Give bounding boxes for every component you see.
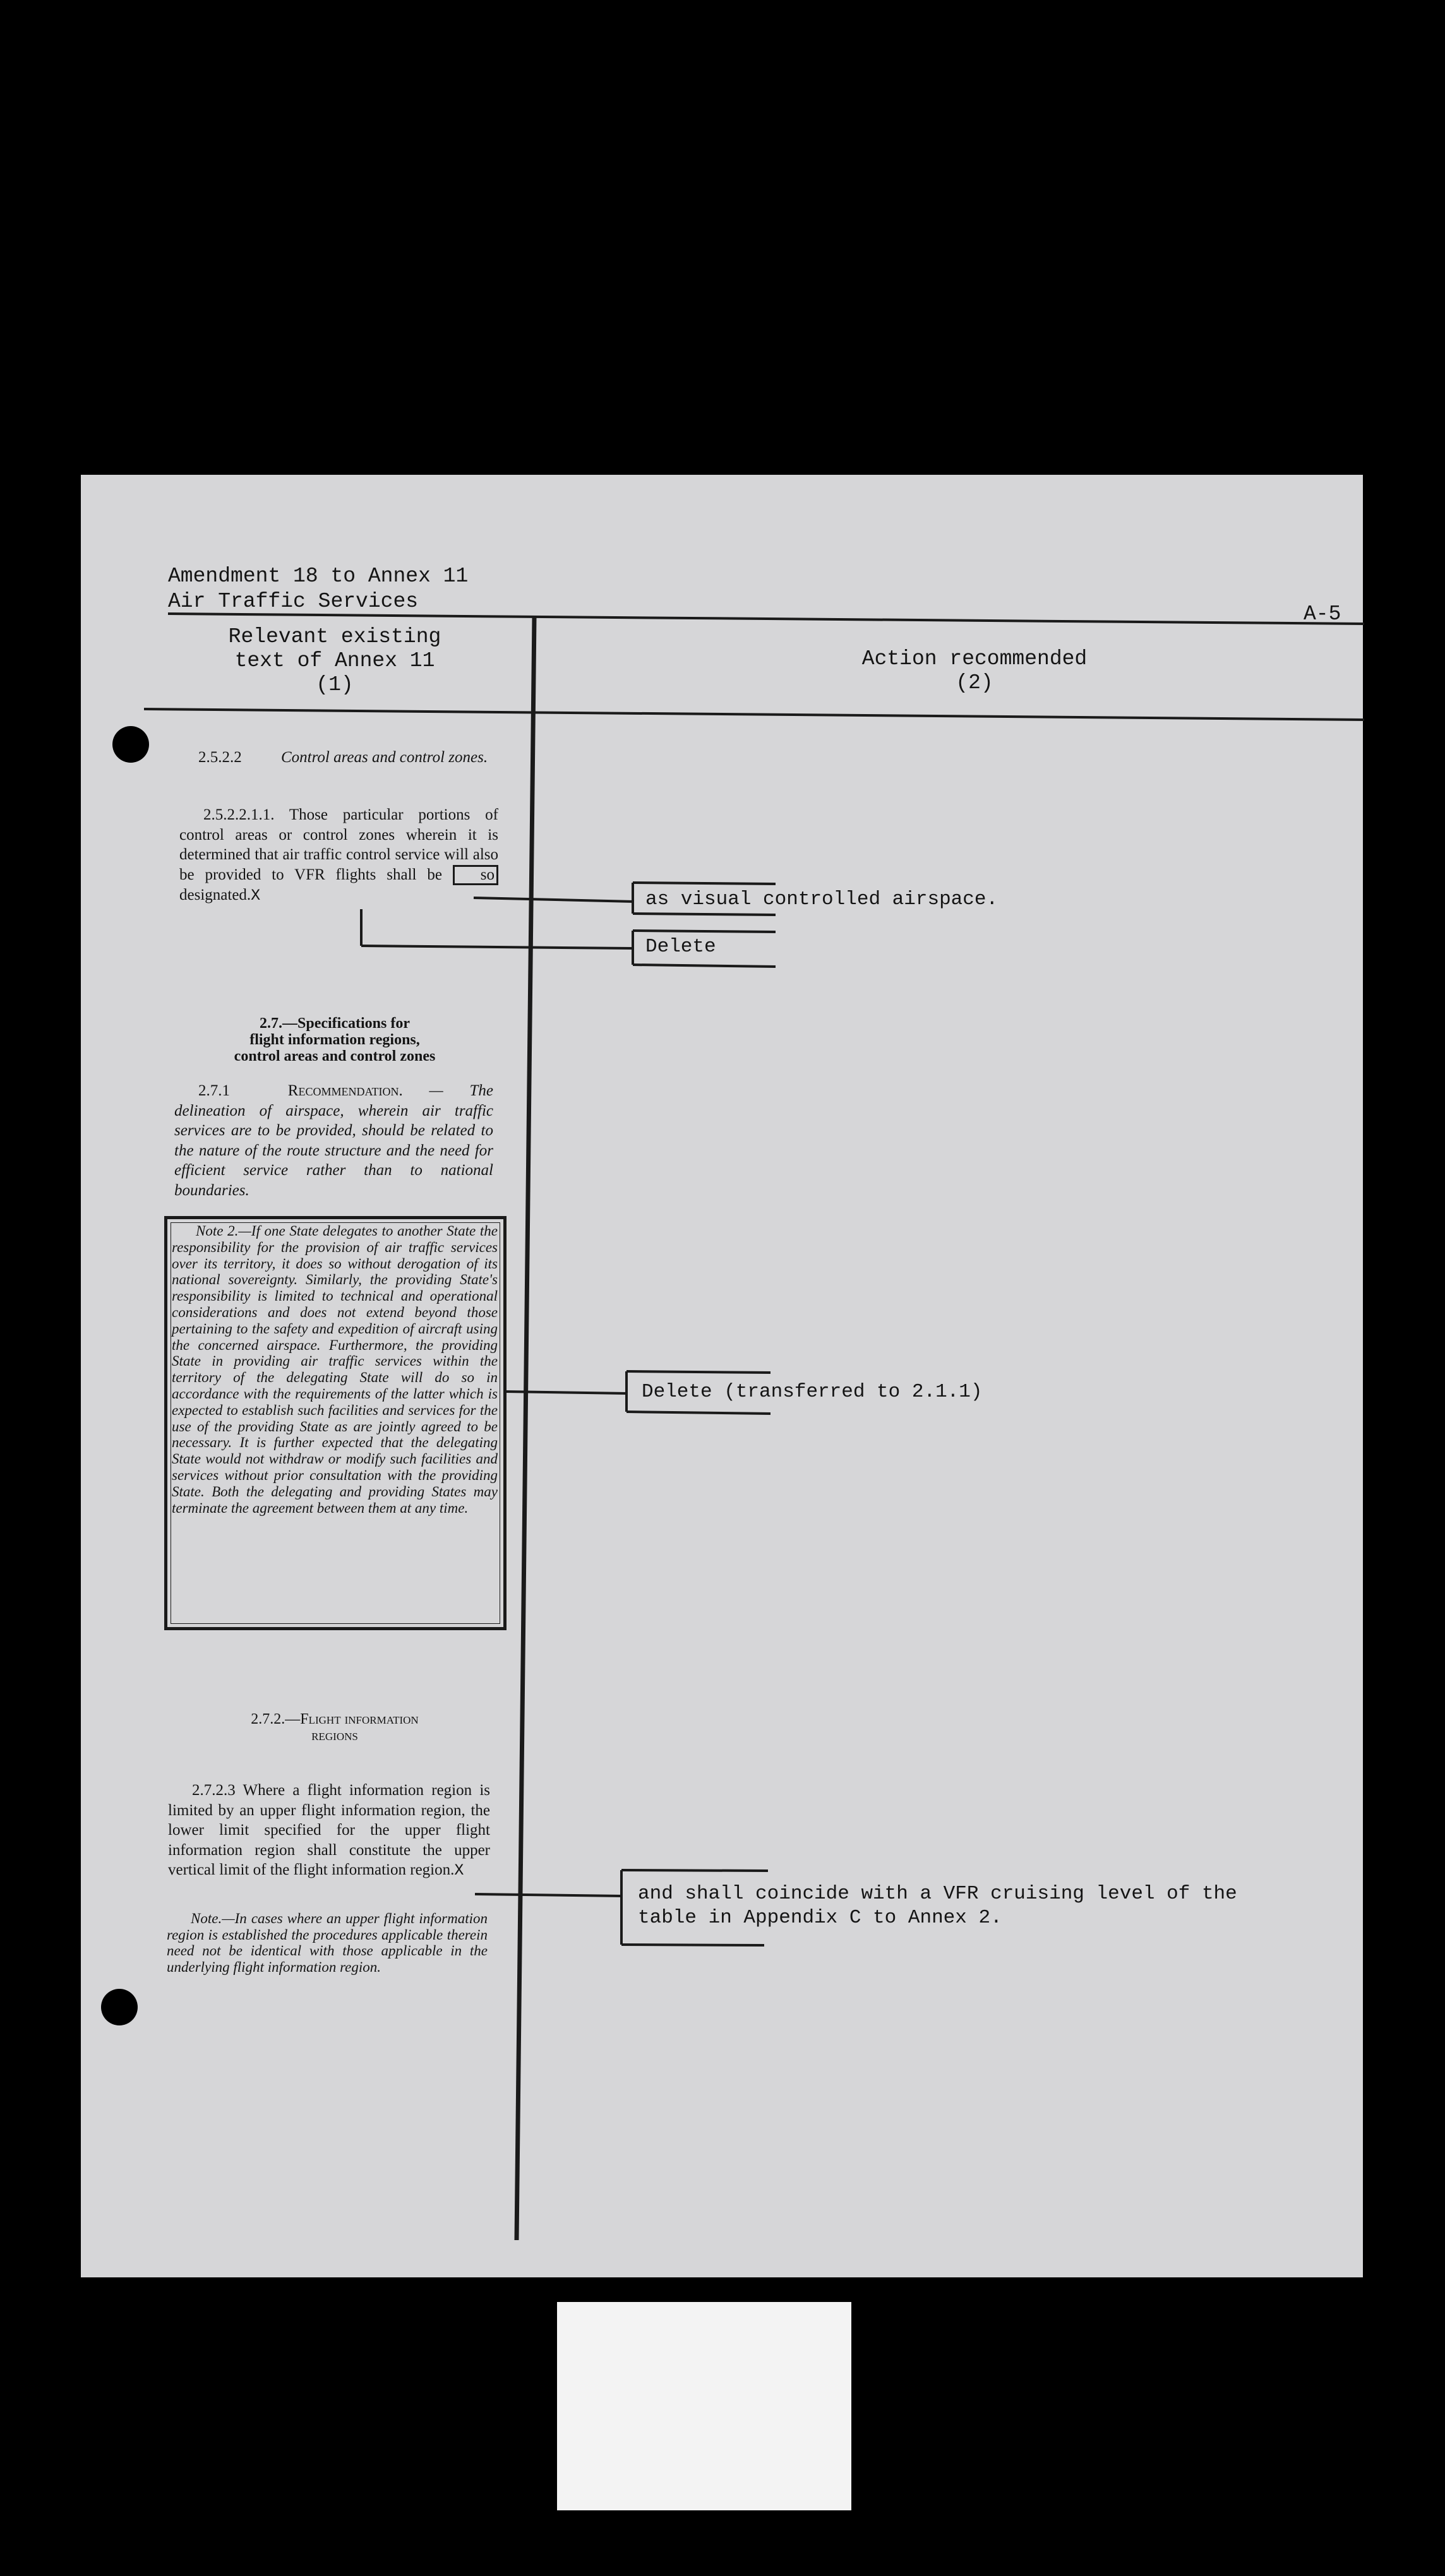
connector-4 — [475, 1894, 623, 1896]
section-2-7-2-3-text — [168, 1780, 490, 1881]
note-2-text: Note 2.—If one State delegates to another State the responsibility for the provision of air traffic services over its territory, it does so without derogation of its national sovereignty. Similarly, the providing State's responsibility is limited to technical and operational considerations and does not extend beyond those pertaining to the safety and expedition of aircraft using the concerned airspace. Furthermore, the providing State in providing air traffic services within the territory of the delegating State will do so in accordance with the requirements of the latter which is expected to establish such facilities and services for the use of the providing State as are jointly agreed to be necessary. It is further expected that the delegating State would not withdraw or modify such facilities and services without prior consultation with the providing State. Both the delegating and providing States may terminate the agreement between them at any time. — [172, 1223, 498, 1516]
section-2-7-heading — [189, 1015, 480, 1064]
section-2-5-2-2-1-1-text — [179, 805, 498, 905]
amendment-mark-x-2: X — [454, 1861, 464, 1880]
action-4 — [638, 1882, 1237, 1930]
bracket-1-bottom — [633, 914, 776, 915]
bracket-3-top — [627, 1371, 770, 1373]
section-2-7-2-heading — [189, 1711, 480, 1744]
section-2-7-heading-line1: 2.7.—Specifications for — [260, 1015, 410, 1032]
note-upper-fir-text: Note.—In cases where an upper flight information region is established the procedures applicable therein need not be identical with those applicable in the underlying flight information region. — [167, 1911, 488, 1975]
connector-2 — [361, 946, 633, 948]
section-2-7-2-heading-line1: 2.7.2.—Flight information — [251, 1711, 419, 1727]
header-title-line2: Air Traffic Services — [168, 590, 419, 613]
amendment-mark-x-1: X — [251, 886, 261, 905]
left-column-header-line2: text of Annex 11 — [234, 649, 435, 672]
section-2-5-2-2-title: Control areas and control zones. — [281, 749, 488, 766]
right-column-header-line1: Action recommended — [861, 647, 1088, 671]
header-rule — [168, 614, 1364, 624]
header-title-line1: Amendment 18 to Annex 11 — [168, 564, 469, 588]
column-header-rule — [144, 709, 1364, 720]
right-column-header-number: (2) — [956, 671, 993, 695]
left-column-header-number: (1) — [316, 673, 354, 696]
action-4-line1: and shall coincide with a VFR cruising level of the — [638, 1883, 1237, 1905]
connector-3 — [505, 1392, 628, 1393]
action-1: as visual controlled airspace. — [645, 888, 998, 910]
right-column-header — [785, 647, 1164, 695]
section-2-7-2-3-body: 2.7.2.3 Where a flight information region is limited by an upper flight information region, the lower limit specified for the upper flight information region shall constitute the upper vertical limit of the flight information region. — [168, 1782, 490, 1878]
action-3: Delete (transferred to 2.1.1) — [642, 1381, 983, 1403]
bracket-2-top — [633, 931, 776, 932]
section-2-5-2-2-1-1-body: 2.5.2.2.1.1. Those particular portions of control areas or control zones wherein it is determined that air traffic control service will also be provided to VFR flights shall be — [179, 806, 498, 883]
section-2-7-1-body: — The delineation of airspace, wherein air traffic services are to be provided, should be related to the nature of the route structure and the need for efficient service rather than to national boundaries. — [174, 1082, 493, 1199]
left-column-header — [189, 625, 480, 697]
section-2-5-2-2-number: 2.5.2.2 — [198, 749, 242, 766]
column-divider — [517, 617, 534, 2240]
section-2-7-1-text — [174, 1081, 493, 1200]
left-column-header-line1: Relevant existing — [228, 625, 441, 648]
bracket-4-top — [621, 1870, 768, 1871]
page-number: A-5 — [1304, 602, 1341, 626]
bracket-3-bottom — [627, 1412, 770, 1414]
section-2-7-1-number: 2.7.1 — [198, 1082, 230, 1099]
section-2-7-2-heading-line2: regions — [311, 1727, 358, 1744]
recommendation-label: Recommendation. — [287, 1082, 403, 1099]
bracket-1-top — [633, 883, 776, 884]
section-2-7-heading-line3: control areas and control zones — [234, 1048, 436, 1064]
section-2-5-2-2-heading — [179, 748, 501, 767]
section-2-7-heading-line2: flight information regions, — [249, 1032, 420, 1048]
bracket-2-bottom — [633, 965, 776, 967]
action-4-line2: table in Appendix C to Annex 2. — [638, 1907, 1002, 1929]
boxed-word-so: so — [453, 865, 498, 885]
section-2-5-2-2-1-1-end: designated. — [179, 886, 251, 903]
action-2: Delete — [645, 936, 716, 958]
